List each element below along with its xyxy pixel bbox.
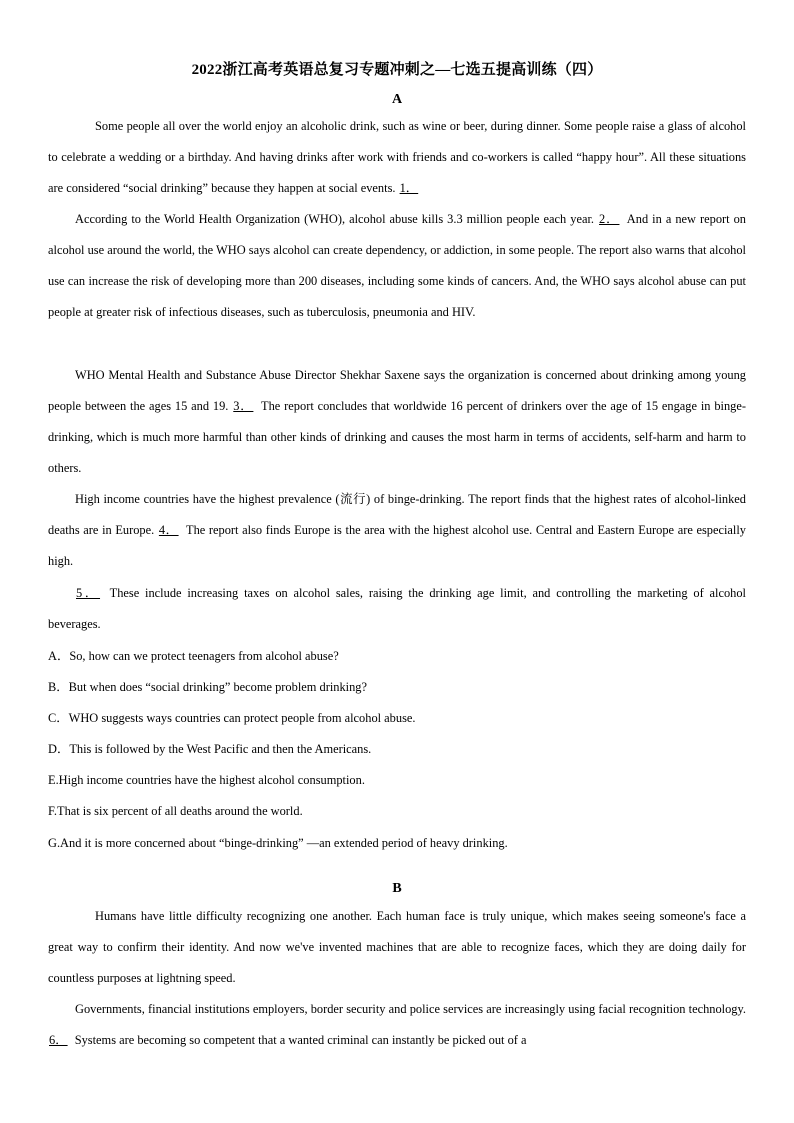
passage-a-paragraph-3	[48, 360, 746, 484]
paragraph-text: Governments, financial institutions employers, border security and police services are increasingly using facial recognition technology.	[75, 1002, 746, 1016]
blank-4: 4．	[158, 523, 179, 537]
paragraph-text: High income countries have the highest prevalence (流行) of binge-drinking. The report finds that the highest rates of alcohol-linked deaths are in Europe.	[48, 492, 746, 537]
passage-a-paragraph-4	[48, 484, 746, 577]
paragraph-text: Systems are becoming so competent that a wanted criminal can instantly be picked out of a	[74, 1033, 527, 1047]
paragraph-text: The report concludes that worldwide 16 percent of drinkers over the age of 15 engage in binge-drinking, which is much more harmful than other kinds of drinking and causes the most harm in terms of accidents, self-harm and harm to others.	[48, 399, 746, 475]
paragraph-text: WHO Mental Health and Substance Abuse Director Shekhar Saxene says the organization is concerned about drinking among young people between the ages 15 and 19.	[48, 368, 746, 413]
option-f: F.That is six percent of all deaths around the world.	[48, 804, 303, 818]
option-g: G.And it is more concerned about “binge-drinking” —an extended period of heavy drinking.	[48, 836, 508, 850]
paragraph-text: Some people all over the world enjoy an alcoholic drink, such as wine or beer, during dinner. Some people raise a glass of alcohol to celebrate a wedding or a birthday. And having drinks after work with friends and co-workers is called “happy hour”. All these situations are considered “social drinking” because they happen at social events.	[48, 119, 746, 195]
option-c: C．WHO suggests ways countries can protect people from alcohol abuse.	[48, 711, 416, 725]
option-d: D．This is followed by the West Pacific and then the Americans.	[48, 742, 372, 756]
passage-a-paragraph-1	[48, 111, 746, 204]
page-title: 2022浙江高考英语总复习专题冲刺之—七选五提高训练（四）	[191, 62, 603, 78]
paragraph-text: These include increasing taxes on alcohol sales, raising the drinking age limit, and controlling the marketing of alcohol beverages.	[48, 586, 746, 631]
option-b: B．But when does “social drinking” become problem drinking?	[48, 680, 367, 694]
passage-a-paragraph-5	[48, 578, 746, 640]
paragraph-text: And in a new report on alcohol use around the world, the WHO says alcohol can create dependency, or addiction, in some people. The report also warns that alcohol use can increase the risk of developing more than 200 diseases, including some kinds of cancers. And, the WHO says alcohol abuse can put people at greater risk of infectious diseases, such as tuberculosis, pneumonia and HIV.	[48, 212, 746, 319]
section-a-heading: A	[391, 92, 403, 107]
paragraph-text: The report also finds Europe is the area with the highest alcohol use. Central and Eastern Europe are especially high.	[48, 523, 746, 568]
option-e: E.High income countries have the highest alcohol consumption.	[48, 773, 365, 787]
section-b-heading: B	[392, 881, 402, 896]
blank-3: 3．	[233, 399, 254, 413]
blank-1: 1．	[399, 181, 419, 195]
paragraph-text: Humans have little difficulty recognizing one another. Each human face is truly unique, which makes seeing someone's face a great way to confirm their identity. And now we've invented machines that are able to recognize faces, which they are doing daily for countless purposes at lightning speed.	[48, 909, 746, 985]
paragraph-text: According to the World Health Organization (WHO), alcohol abuse kills 3.3 million people each year.	[75, 212, 594, 226]
passage-a-paragraph-2	[48, 204, 746, 328]
blank-6: 6．	[49, 1033, 68, 1047]
blank-2: 2．	[599, 212, 620, 226]
option-a: A．So, how can we protect teenagers from alcohol abuse?	[48, 649, 339, 663]
passage-b-paragraph-1	[48, 901, 746, 994]
blank-5: 5．	[76, 586, 101, 600]
passage-b-paragraph-2	[48, 994, 746, 1056]
